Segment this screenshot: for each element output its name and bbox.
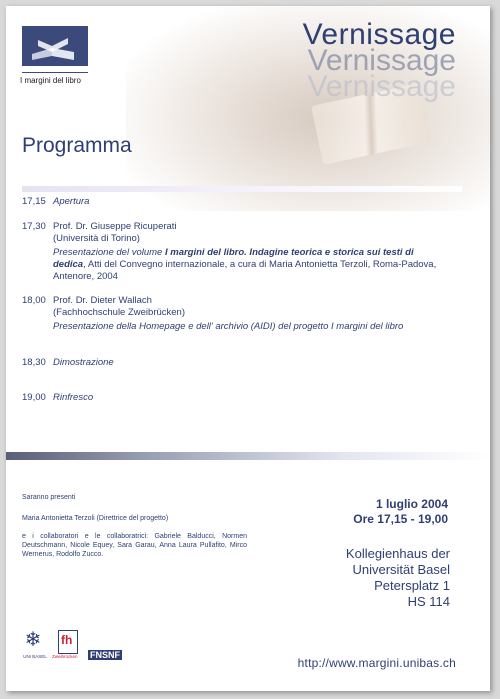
program-item [22,221,442,295]
logo-underline [22,72,88,73]
unibas-caption: UNI BASEL [23,654,47,659]
program-item [22,295,442,357]
program-time: 17,15 [22,196,46,207]
vernissage-title: Vernissage [302,18,456,51]
program-title: Programma [22,134,132,157]
venue-line-2: Universität Basel [352,562,450,577]
program-list [22,192,442,408]
event-date-block [353,497,448,527]
program-item [22,196,442,221]
attendees-lead: Maria Antonietta Terzoli (Direttrice del progetto) [22,515,169,522]
venue-block [346,546,450,610]
program-affiliation: (Fachhochschule Zweibrücken) [53,307,186,318]
section-bar [6,452,490,460]
vernissage-echo-2: Vernissage [307,70,456,103]
unibas-logo-icon: ❄ [24,629,42,651]
venue-line-4: HS 114 [407,594,450,609]
program-description: Presentazione della Homepage e dell' archivio (AIDI) del progetto I margini del libro [53,321,404,332]
program-title-item: Apertura [53,196,90,207]
fh-logo-icon: fh [58,630,78,654]
attendees-block [22,493,247,559]
program-item [22,392,442,412]
program-time: 18,00 [22,295,46,306]
venue-line-3: Petersplatz 1 [374,578,450,593]
logo-caption: I margini del libro [20,76,81,85]
program-title-item: Dimostrazione [53,357,114,368]
poster [6,6,490,691]
description-lead: Presentazione del volume [53,247,165,258]
website-link[interactable]: http://www.margini.unibas.ch [297,656,456,670]
attendees-heading: Saranno presenti [22,494,76,501]
program-item [22,357,442,392]
program-speaker: Prof. Dr. Giuseppe Ricuperati [53,221,177,232]
vernissage-echo-1: Vernissage [307,44,456,77]
program-time: 17,30 [22,221,46,232]
description-tail: , Atti del Convegno internazionale, a cura di Maria Antonietta Terzoli, Roma-Padova, Antenore, 2004 [53,259,437,282]
sponsor-logos [18,628,138,668]
program-title-item: Rinfresco [53,392,94,403]
venue-line-1: Kollegienhaus der [345,546,450,561]
program-speaker: Prof. Dr. Dieter Wallach [53,295,152,306]
event-hours: Ore 17,15 - 19,00 [353,512,448,526]
program-time: 19,00 [22,392,46,403]
program-affiliation: (Università di Torino) [53,233,140,244]
program-time: 18,30 [22,357,46,368]
snf-logo: FNSNF [90,650,120,660]
program-description [53,247,442,283]
fh-caption: Zweibrücken [52,654,78,659]
attendees-others: e i collaboratori e le collaboratrici: Gabriele Balducci, Normen Deutschmann, Nicole Equey, Sara Garau, Anna Laura Pullafito, Mirco Wernerus, Rodolfo Zucco. [22,533,247,558]
event-date: 1 luglio 2004 [375,497,448,511]
book-logo-icon [22,26,88,66]
book-title: I margini del libro. Indagine teorica e storica sui testi di dedica [53,247,414,270]
